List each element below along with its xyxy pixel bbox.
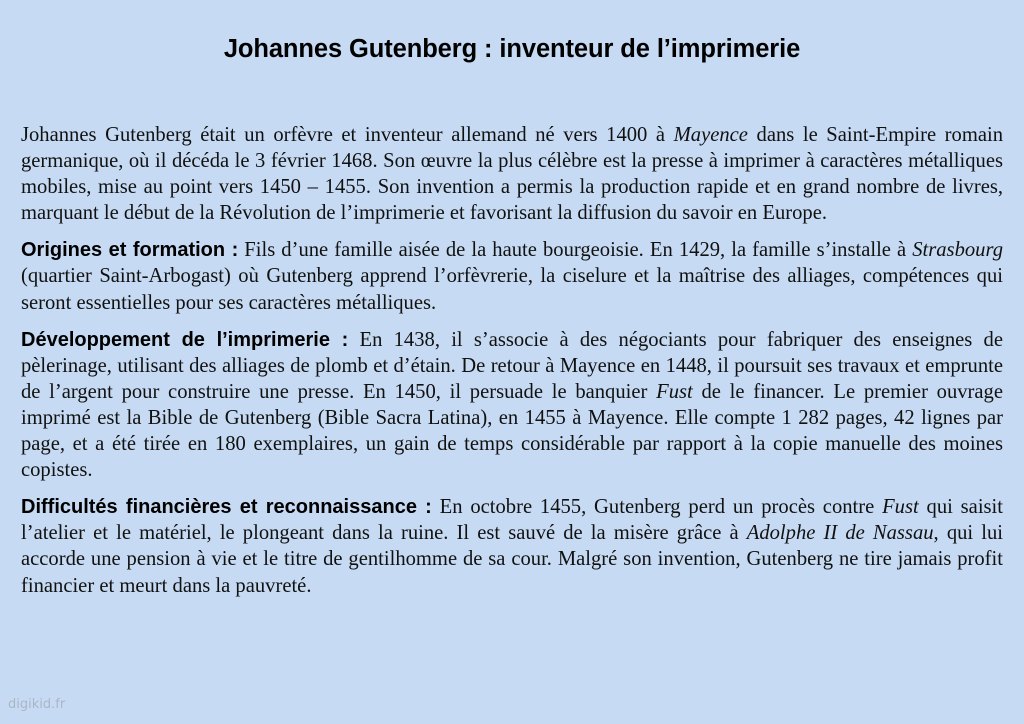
difficulties-name-2: Adolphe II de Nassau	[746, 522, 934, 545]
article-body	[21, 122, 1003, 610]
intro-paragraph	[21, 122, 1003, 226]
difficulties-text-2: qui saisit l’atelier et le matériel, le plongeant dans la ruine. Il est sauvé de la misère grâce à	[21, 496, 1004, 545]
page-title: Johannes Gutenberg : inventeur de l’imprimerie	[223, 35, 801, 63]
origins-paragraph	[21, 237, 1003, 315]
intro-text-1: Johannes Gutenberg était un orfèvre et inventeur allemand né vers 1400 à	[21, 124, 674, 146]
origins-place: Strasbourg	[912, 239, 1003, 262]
development-text-1: En 1438, il s’associe à des négociants pour fabriquer des enseignes de pèlerinage, utilisant des alliages de plomb et d’étain. De retour à Mayence en 1448, il poursuit ses travaux et emprunte de l’argent pour construire une presse. En 1450, il persuade le banquier	[21, 328, 1003, 403]
intro-place: Mayence	[673, 124, 748, 146]
difficulties-heading: Difficultés financières et reconnaissance :	[21, 496, 432, 519]
difficulties-text-1: En octobre 1455, Gutenberg perd un procès contre	[431, 496, 883, 519]
origins-heading: Origines et formation :	[21, 239, 239, 262]
difficulties-paragraph	[21, 494, 1003, 598]
development-heading: Développement de l’imprimerie :	[21, 328, 349, 351]
development-text-2: de le financer. Le premier ouvrage imprimé est la Bible de Gutenberg (Bible Sacra Latina), en 1455 à Mayence. Elle compte 1 282 pages, 42 lignes par page, et a été tirée en 180 exemplaires, un gain de temps considérable par rapport à la copie manuelle des moines copistes.	[21, 380, 1003, 482]
intro-text-2: dans le Saint-Empire romain germanique, où il décéda le 3 février 1468. Son œuvre la plus célèbre est la presse à imprimer à caractères métalliques mobiles, mise au point vers 1450 – 1455. Son invention a permis la production rapide et en grand nombre de livres, marquant le début de la Révolution de l’imprimerie et favorisant la diffusion du savoir en Europe.	[21, 124, 1004, 225]
development-paragraph	[21, 327, 1003, 484]
difficulties-name-1: Fust	[882, 496, 919, 519]
origins-text-1: Fils d’une famille aisée de la haute bourgeoisie. En 1429, la famille s’installe à	[238, 239, 913, 262]
development-name: Fust	[656, 380, 693, 403]
site-watermark: digikid.fr	[8, 697, 66, 712]
difficulties-text-3: , qui lui accorde une pension à vie et le titre de gentilhomme de sa cour. Malgré son invention, Gutenberg ne tire jamais profit financier et meurt dans la pauvreté.	[21, 522, 1003, 597]
origins-text-2: (quartier Saint-Arbogast) où Gutenberg apprend l’orfèvrerie, la ciselure et la maîtrise des alliages, compétences qui seront essentielles pour ses caractères métalliques.	[21, 265, 1003, 314]
